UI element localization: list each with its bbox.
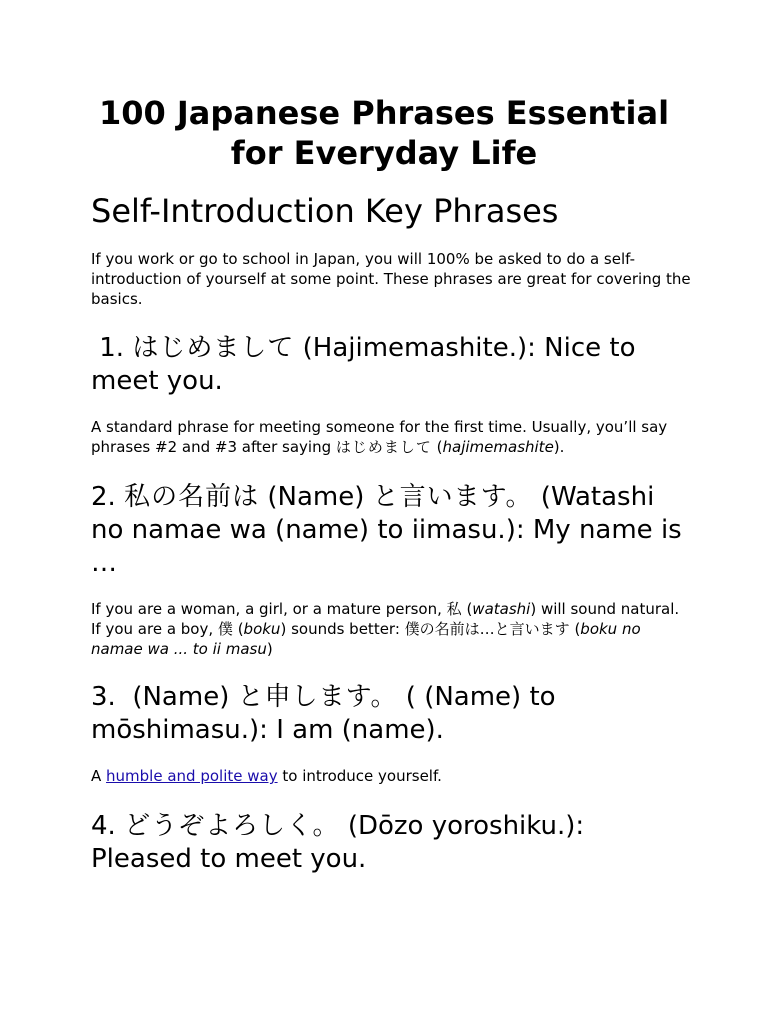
phrase-2-heading — [91, 481, 691, 580]
phrase-4-translation: (Dōzo yoroshiku.): Pleased to meet you. — [91, 811, 585, 874]
phrase-2-desc-jp-b: 僕 — [217, 620, 233, 638]
phrase-1-translation: (Hajimemashite.): Nice to meet you. — [91, 333, 636, 396]
phrase-3-description — [91, 766, 691, 786]
phrase-2-name-placeholder: (Name) — [259, 482, 373, 512]
phrase-1-desc-end: ). — [553, 438, 565, 456]
phrase-4-heading — [91, 810, 691, 876]
phrase-3-heading — [91, 681, 691, 747]
phrase-1-desc-romaji: hajimemashite — [442, 438, 554, 456]
document-title: 100 Japanese Phrases Essential for Everyday Life — [98, 94, 670, 172]
intro-paragraph: If you work or go to school in Japan, you will 100% be asked to do a self-introduction of yourself at some point. These phrases are great for covering the basics. — [91, 250, 691, 308]
phrase-2-desc-romaji-a: watashi — [472, 600, 531, 618]
phrase-2-desc-jp-a: 私 — [446, 600, 462, 618]
phrase-1-desc-japanese: はじめまして — [335, 438, 432, 456]
phrase-3-translation: ( (Name) to mōshimasu.): I am (name). — [91, 682, 556, 745]
phrase-2-number: 2. — [91, 482, 125, 512]
phrase-2-japanese: 私の名前は — [124, 482, 260, 512]
phrase-1-description — [91, 417, 691, 457]
phrase-3-desc-end: to introduce yourself. — [277, 767, 442, 785]
phrase-2-desc-romaji-b: boku — [243, 620, 281, 638]
phrase-2-desc-jp-c: 僕の名前は…と言います — [404, 620, 570, 638]
phrase-2-desc-c: ) will sound natural. If you are a boy, — [91, 600, 680, 638]
humble-polite-link[interactable]: humble and polite way — [106, 767, 278, 785]
phrase-2-description — [91, 599, 691, 659]
phrase-1-desc-text: A standard phrase for meeting someone for the first time. Usually, you’ll say phrases #2 and #3 after saying — [91, 418, 668, 456]
phrase-1-desc-paren: ( — [431, 438, 443, 456]
phrase-4-number: 4. — [91, 811, 125, 841]
phrase-2-desc-f: ( — [569, 620, 581, 638]
phrase-2-translation: (Watashi no namae wa (name) to iimasu.): My name is … — [91, 482, 682, 578]
phrase-2-desc-d: ( — [232, 620, 244, 638]
phrase-3-number: 3. — [91, 682, 125, 712]
phrase-3-japanese: と申します。 — [237, 682, 398, 712]
phrase-2-desc-romaji-c: boku no namae wa ... to ii masu — [91, 620, 641, 658]
section-heading: Self-Introduction Key Phrases — [91, 192, 559, 230]
phrase-3-name-placeholder: (Name) — [124, 682, 238, 712]
phrase-3-desc-text: A — [91, 767, 107, 785]
phrase-1-japanese: はじめまして — [132, 333, 295, 363]
phrase-2-japanese-ending: と言います。 — [372, 482, 533, 512]
phrase-2-desc-g: ) — [266, 640, 273, 658]
phrase-2-desc-a: If you are a woman, a girl, or a mature person, — [91, 600, 447, 618]
phrase-1-number: 1. — [91, 333, 133, 363]
phrase-2-desc-b: ( — [461, 600, 473, 618]
phrase-2-desc-e: ) sounds better: — [280, 620, 405, 638]
phrase-1-heading — [91, 332, 691, 398]
phrase-4-japanese: どうぞよろしく。 — [124, 811, 340, 841]
